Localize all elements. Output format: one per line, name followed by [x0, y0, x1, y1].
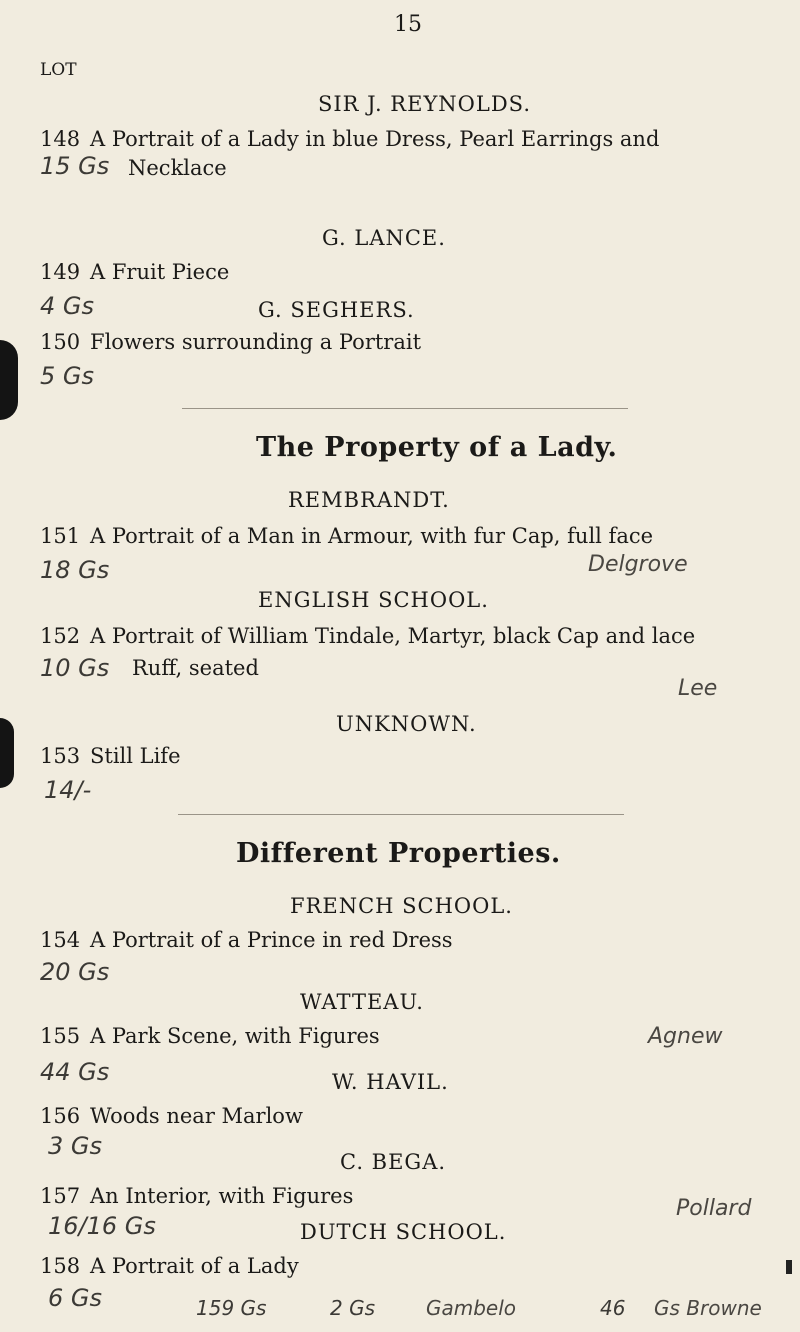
handwritten-price: 3 Gs	[48, 1132, 102, 1160]
artist-heading: G. SEGHERS.	[258, 298, 415, 322]
lot-title-continued: Ruff, seated	[132, 656, 259, 680]
handwritten-note: 46	[600, 1296, 626, 1320]
handwritten-price: 5 Gs	[40, 362, 94, 390]
artist-heading: SIR J. REYNOLDS.	[318, 92, 531, 116]
lot-title: A Portrait of William Tindale, Martyr, black Cap and lace	[90, 624, 696, 648]
lot-number: 158	[40, 1254, 81, 1278]
handwritten-price: 16/16 Gs	[48, 1212, 156, 1240]
lot-column-label: LOT	[40, 60, 77, 80]
handwritten-buyer: Lee	[678, 676, 718, 701]
lot-entry	[40, 1184, 353, 1208]
artist-heading: C. BEGA.	[340, 1150, 447, 1174]
right-edge-tick	[786, 1260, 792, 1274]
handwritten-price: 4 Gs	[40, 292, 94, 320]
lot-entry	[40, 624, 695, 648]
lot-number: 153	[40, 744, 81, 768]
artist-heading: WATTEAU.	[300, 990, 424, 1014]
handwritten-buyer: Gs Browne	[654, 1296, 762, 1320]
page-number: 15	[394, 12, 422, 37]
handwritten-buyer: Gambelo	[426, 1296, 517, 1320]
divider	[178, 814, 624, 815]
lot-title: Still Life	[90, 744, 181, 768]
handwritten-price: 10 Gs	[40, 654, 110, 682]
lot-title: A Portrait of a Man in Armour, with fur Cap, full face	[90, 524, 654, 548]
handwritten-price: 44 Gs	[40, 1058, 110, 1086]
lot-number: 150	[40, 330, 81, 354]
handwritten-buyer: Delgrove	[588, 552, 688, 577]
lot-title: A Portrait of a Lady	[90, 1254, 299, 1278]
lot-entry	[40, 1104, 303, 1128]
lot-entry	[40, 260, 229, 284]
lot-number: 156	[40, 1104, 81, 1128]
lot-title: Flowers surrounding a Portrait	[90, 330, 422, 354]
artist-heading: UNKNOWN.	[336, 712, 477, 736]
divider	[182, 408, 628, 409]
artist-heading: REMBRANDT.	[288, 488, 450, 512]
lot-entry	[40, 524, 653, 548]
left-edge-mark-top	[0, 340, 18, 420]
left-edge-mark-bottom	[0, 718, 14, 788]
section-heading: Different Properties.	[236, 838, 561, 869]
lot-title-continued: Necklace	[128, 156, 227, 180]
lot-number: 155	[40, 1024, 81, 1048]
lot-entry	[40, 744, 181, 768]
lot-number: 154	[40, 928, 81, 952]
artist-heading: DUTCH SCHOOL.	[300, 1220, 507, 1244]
handwritten-buyer: Pollard	[676, 1196, 752, 1221]
handwritten-price: 6 Gs	[48, 1284, 102, 1312]
handwritten-price: 15 Gs	[40, 152, 110, 180]
handwritten-price: 18 Gs	[40, 556, 110, 584]
lot-entry	[40, 330, 421, 354]
lot-title: A Fruit Piece	[90, 260, 230, 284]
handwritten-price: 14/-	[44, 776, 92, 804]
lot-number: 151	[40, 524, 81, 548]
lot-entry	[40, 127, 659, 151]
lot-number: 157	[40, 1184, 81, 1208]
handwritten-buyer: Agnew	[648, 1024, 723, 1049]
handwritten-note: 2 Gs	[330, 1296, 375, 1320]
section-heading: The Property of a Lady.	[256, 432, 618, 463]
artist-heading: ENGLISH SCHOOL.	[258, 588, 489, 612]
handwritten-note: 159 Gs	[196, 1296, 267, 1320]
lot-entry	[40, 1254, 299, 1278]
lot-entry	[40, 1024, 380, 1048]
lot-entry	[40, 928, 453, 952]
lot-number: 152	[40, 624, 81, 648]
handwritten-price: 20 Gs	[40, 958, 110, 986]
lot-number: 148	[40, 127, 81, 151]
lot-number: 149	[40, 260, 81, 284]
artist-heading: FRENCH SCHOOL.	[290, 894, 513, 918]
lot-title: A Portrait of a Lady in blue Dress, Pearl Earrings and	[90, 127, 660, 151]
artist-heading: W. HAVIL.	[332, 1070, 449, 1094]
lot-title: A Park Scene, with Figures	[90, 1024, 380, 1048]
lot-title: An Interior, with Figures	[90, 1184, 354, 1208]
lot-title: Woods near Marlow	[90, 1104, 303, 1128]
artist-heading: G. LANCE.	[322, 226, 446, 250]
lot-title: A Portrait of a Prince in red Dress	[90, 928, 453, 952]
